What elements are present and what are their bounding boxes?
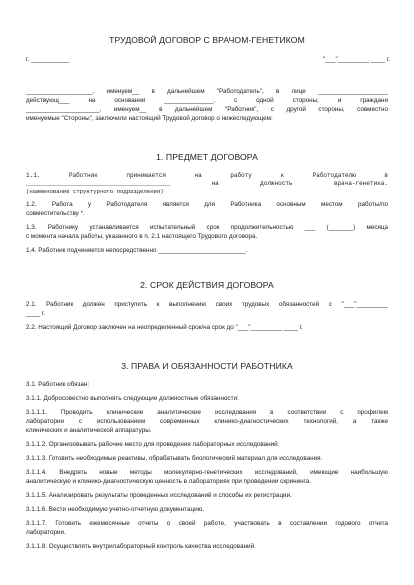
s2-line-3: 2.2. Настоящий Договор заключен на неопределенный срок/на срок до "___"_________ ____ г. bbox=[26, 324, 303, 331]
section-3-heading: 3. ПРАВА И ОБЯЗАННОСТИ РАБОТНИКА bbox=[121, 361, 293, 371]
section-2-heading: 2. СРОК ДЕЙСТВИЯ ДОГОВОРА bbox=[140, 280, 274, 290]
s3-line-1: 3.1. Работник обязан: bbox=[26, 381, 90, 388]
s1-line-1: 1.1. Работник принимается на работу к Работодателю в bbox=[26, 172, 388, 179]
s3-line-14: 3.1.1.8. Осуществлять внутрилабораторный контроль качества исследований. bbox=[26, 543, 256, 550]
parties-line-3: _____________________, именуем__ в дальнейшем "Работник", с другой стороны, совместно bbox=[26, 106, 388, 113]
s1-line-4: 1.2. Работа у Работодателя является для Работника основным местом работы/по bbox=[26, 201, 388, 208]
s3-line-6: 3.1.1.2. Организовывать рабочее место для проведения лабораторных исследований. bbox=[26, 441, 280, 448]
s3-line-5: клинических и аналитической аппаратуры. bbox=[26, 427, 152, 434]
s1-line-2: ________________________________________ на должность врача-генетика. bbox=[26, 180, 388, 187]
s1-line-7: с момента начала работы, указанного в п. 2.1 настоящего Трудового договора. bbox=[26, 233, 258, 240]
s3-line-13: лаборатории. bbox=[26, 529, 66, 536]
s1-line-5: совместительству *. bbox=[26, 210, 85, 217]
s3-line-3: 3.1.1.1. Проводить клинические аналитические исследования в соответствии с профилем bbox=[26, 409, 388, 416]
s1-line-3: (наименование структурного подразделения) bbox=[26, 188, 164, 195]
date-field: "___"_________ ____ г. bbox=[322, 56, 390, 63]
section-1-heading: 1. ПРЕДМЕТ ДОГОВОРА bbox=[156, 152, 258, 162]
s1-line-6: 1.3. Работнику устанавливается испытательный срок продолжительностью ___ (_______) месяца bbox=[26, 224, 388, 231]
s3-line-7: 3.1.1.3. Готовить необходимые реактивы, обрабатывать биологический материал для исследования. bbox=[26, 455, 323, 462]
s2-line-1: 2.1. Работник должен приступить к выполнению своих трудовых обязанностей с "___"_________ bbox=[26, 301, 388, 308]
parties-line-2: действующ___ на основании ______________, с одной стороны, и граждани bbox=[26, 97, 388, 104]
s3-line-9: аналитическую и клинико-диагностическую ценность в лабораториях при проведении скрининга. bbox=[26, 478, 311, 485]
s3-line-11: 3.1.1.6. Вести необходимую учетно-отчетную документацию. bbox=[26, 506, 205, 513]
parties-line-1: ___________________, именуем__ в дальнейшем "Работодатель", в лице ____________________ bbox=[26, 88, 388, 95]
document-title: ТРУДОВОЙ ДОГОВОР С ВРАЧОМ-ГЕНЕТИКОМ bbox=[109, 35, 305, 45]
s3-line-4: лаборатории с использованием современных клинико-диагностических технологий, а также bbox=[26, 418, 388, 425]
s3-line-8: 3.1.1.4. Внедрять новые методы молекулярно-генетических исследований, имеющие наибольшую bbox=[26, 469, 388, 476]
s3-line-10: 3.1.1.5. Анализировать результаты проведенных исследований и способы их регистрации. bbox=[26, 492, 292, 499]
s2-line-2: ____ г. bbox=[26, 310, 46, 317]
s1-line-8: 1.4. Работник подчиняется непосредственно _________________________. bbox=[26, 247, 248, 254]
s3-line-2: 3.1.1. Добросовестно выполнять следующие должностные обязанности: bbox=[26, 395, 239, 402]
place-field: г. ___________ bbox=[26, 56, 70, 63]
parties-line-4: именуемые "Стороны", заключили настоящий Трудовой договор о нижеследующем: bbox=[26, 115, 273, 122]
s3-line-12: 3.1.1.7. Готовить ежемесячные отчеты о своей работе, участвовать в составлении годового отчета bbox=[26, 520, 388, 527]
